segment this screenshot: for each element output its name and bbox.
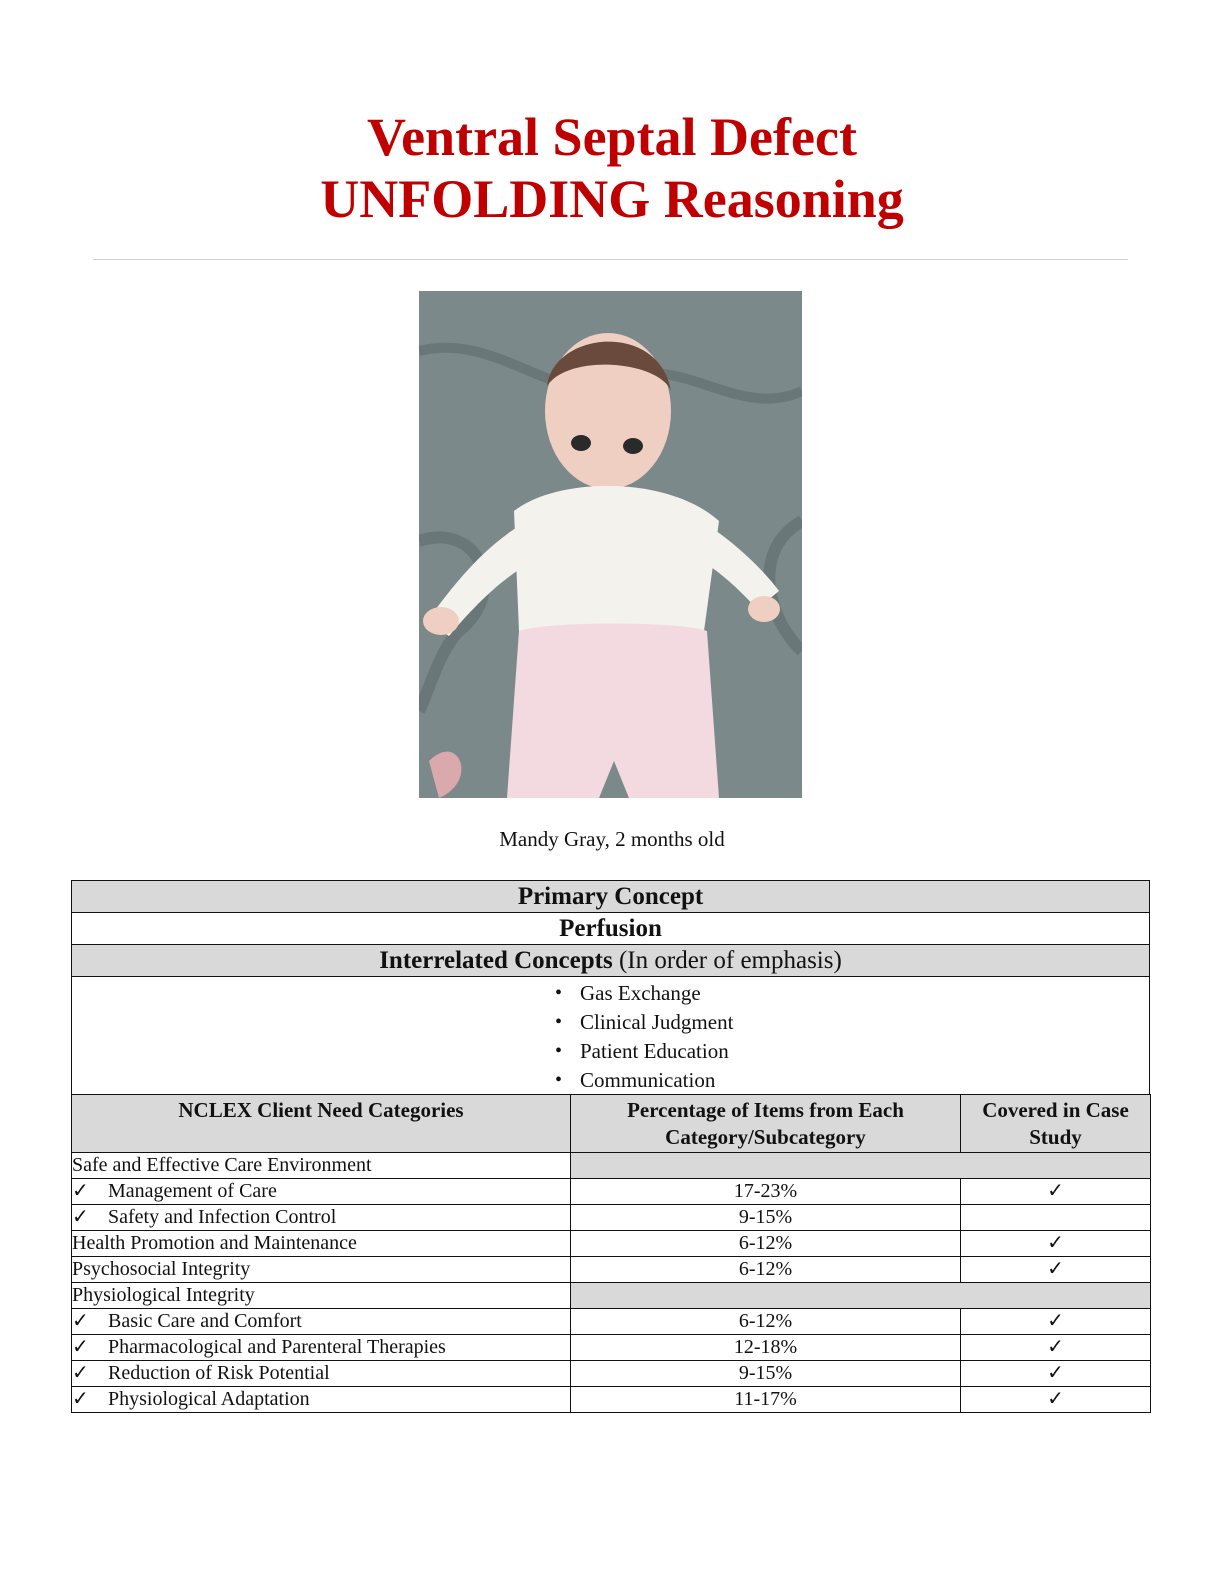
category-blank-cell — [571, 1153, 1151, 1179]
subcategory-label: Physiological Adaptation — [108, 1388, 310, 1410]
category-cell: Safe and Effective Care Environment — [72, 1153, 571, 1179]
subcategory-label: Management of Care — [108, 1180, 277, 1202]
percentage-cell: 17-23% — [571, 1179, 961, 1205]
interrelated-concepts-list-cell — [72, 977, 1150, 1096]
covered-check: ✓ — [961, 1387, 1151, 1413]
table-row — [72, 1257, 1151, 1283]
category-blank-cell — [571, 1283, 1151, 1309]
check-bullet: ✓ — [72, 1388, 89, 1410]
primary-concept-label-cell — [72, 881, 1150, 913]
baby-left-eye — [571, 435, 591, 451]
category-cell: Physiological Integrity — [72, 1283, 571, 1309]
header-divider — [93, 259, 1128, 260]
baby-right-hand — [748, 596, 780, 622]
table-row — [72, 1179, 1151, 1205]
interrelated-concepts-list-row — [72, 977, 1150, 1096]
interrelated-concepts-header-row — [72, 945, 1150, 977]
interrelated-concept-item: • Communication — [552, 1066, 1149, 1095]
subcategory-cell — [72, 1361, 571, 1387]
check-bullet: ✓ — [72, 1362, 89, 1384]
subcategory-label: Pharmacological and Parenteral Therapies — [108, 1336, 446, 1358]
baby-illustration — [419, 291, 802, 798]
percentage-cell: 9-15% — [571, 1361, 961, 1387]
table-row — [72, 1231, 1151, 1257]
interrelated-concepts-label: Interrelated Concepts — [379, 947, 613, 974]
baby-left-hand — [423, 607, 459, 635]
subcategory-label: Reduction of Risk Potential — [108, 1362, 330, 1384]
primary-concept-label: Primary Concept — [517, 883, 704, 910]
percentage-cell: 6-12% — [571, 1309, 961, 1335]
covered-check: ✓ — [961, 1257, 1151, 1283]
table-row — [72, 1335, 1151, 1361]
interrelated-concepts-note: (In order of emphasis) — [618, 947, 842, 974]
table-row — [72, 1153, 1151, 1179]
nclex-category-header: NCLEX Client Need Categories — [72, 1095, 571, 1153]
patient-photo — [419, 291, 802, 798]
subcategory-cell — [72, 1335, 571, 1361]
baby-onesie — [514, 486, 719, 646]
subcategory-label: Safety and Infection Control — [108, 1206, 337, 1228]
interrelated-concepts-header-cell — [72, 945, 1150, 977]
baby-right-eye — [623, 438, 643, 454]
category-cell: Health Promotion and Maintenance — [72, 1231, 571, 1257]
nclex-header-row — [72, 1095, 1151, 1153]
covered-check: ✓ — [961, 1179, 1151, 1205]
subcategory-cell — [72, 1205, 571, 1231]
subcategory-cell — [72, 1179, 571, 1205]
percentage-cell: 6-12% — [571, 1231, 961, 1257]
title-line-1: Ventral Septal Defect — [367, 107, 857, 167]
check-bullet: ✓ — [72, 1336, 89, 1358]
percentage-cell: 12-18% — [571, 1335, 961, 1361]
table-row — [72, 1283, 1151, 1309]
interrelated-concept-item: • Clinical Judgment — [552, 1008, 1149, 1037]
covered-check: ✓ — [961, 1335, 1151, 1361]
covered-check: ✓ — [961, 1309, 1151, 1335]
table-row — [72, 1361, 1151, 1387]
check-bullet: ✓ — [72, 1180, 89, 1202]
interrelated-concepts-list — [72, 977, 1149, 1095]
interrelated-concept-item: • Patient Education — [552, 1037, 1149, 1066]
primary-concept-value-cell — [72, 913, 1150, 945]
table-row — [72, 1205, 1151, 1231]
covered-check: ✓ — [961, 1231, 1151, 1257]
title-line-2: UNFOLDING Reasoning — [320, 169, 904, 229]
table-row — [72, 1309, 1151, 1335]
covered-check — [961, 1205, 1151, 1231]
primary-concept-header-row — [72, 881, 1150, 913]
subcategory-cell — [72, 1387, 571, 1413]
interrelated-concept-item: • Gas Exchange — [552, 979, 1149, 1008]
subcategory-label: Basic Care and Comfort — [108, 1310, 302, 1332]
check-bullet: ✓ — [72, 1310, 89, 1332]
check-bullet: ✓ — [72, 1206, 89, 1228]
nclex-covered-header: Covered in Case Study — [961, 1095, 1151, 1153]
covered-check: ✓ — [961, 1361, 1151, 1387]
primary-concept-value: Perfusion — [559, 915, 662, 942]
subcategory-cell — [72, 1309, 571, 1335]
percentage-cell: 9-15% — [571, 1205, 961, 1231]
category-cell: Psychosocial Integrity — [72, 1257, 571, 1283]
percentage-cell: 6-12% — [571, 1257, 961, 1283]
table-row — [72, 1387, 1151, 1413]
photo-caption: Mandy Gray, 2 months old — [499, 827, 725, 851]
nclex-table — [71, 1094, 1151, 1413]
percentage-cell: 11-17% — [571, 1387, 961, 1413]
nclex-percentage-header: Percentage of Items from Each Category/Subcategory — [571, 1095, 961, 1153]
concepts-table — [71, 880, 1150, 1096]
primary-concept-value-row — [72, 913, 1150, 945]
